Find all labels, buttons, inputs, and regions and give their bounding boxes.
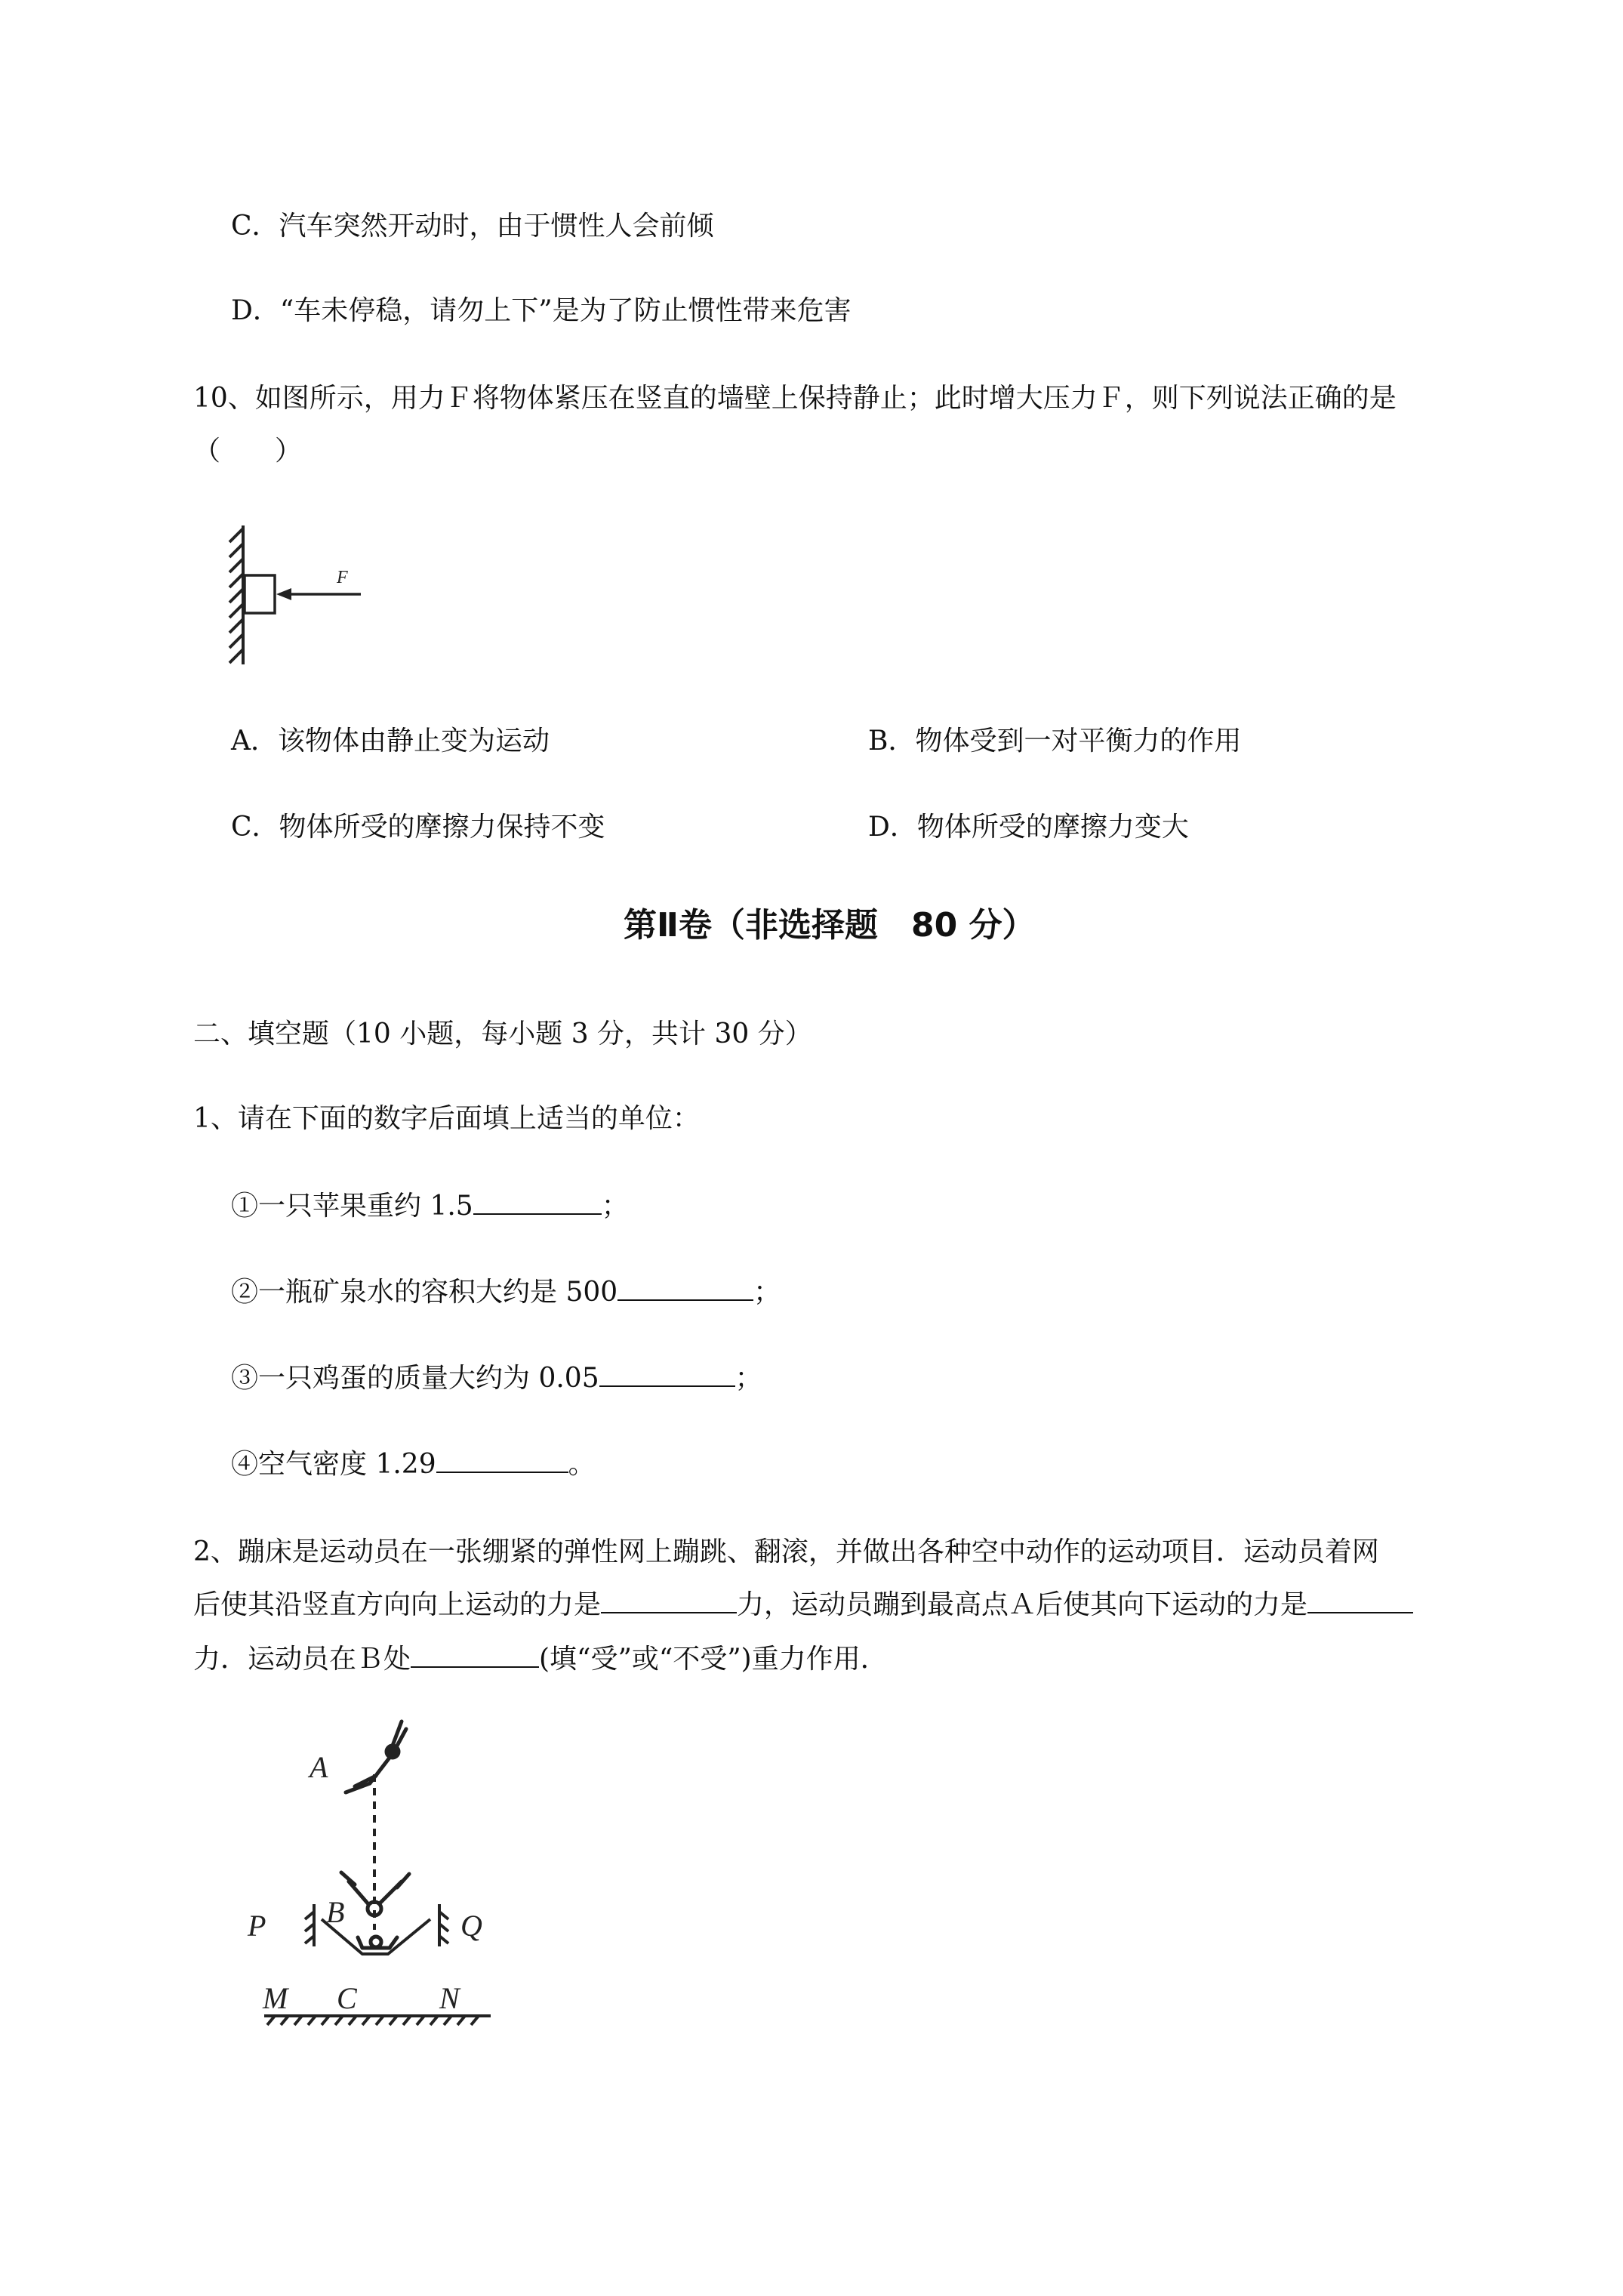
q10-option-d: D．物体所受的摩擦力变大: [868, 812, 1189, 843]
answer-blank[interactable]: [599, 1363, 735, 1387]
block: [245, 575, 275, 613]
q10-option-a: A．该物体由静止变为运动: [231, 726, 550, 757]
fq1-item-3: ③一只鸡蛋的质量大约为 0.05 ；: [231, 1363, 762, 1394]
fq1-item-4: ④空气密度 1.29 。: [231, 1449, 596, 1480]
answer-blank[interactable]: [1307, 1589, 1413, 1613]
label-p: P: [248, 1909, 266, 1943]
q10-stem: 10、如图所示，用力Ｆ将物体紧压在竖直的墙壁上保持静止；此时增大压力Ｆ，则下列说法正确的是: [193, 383, 1397, 414]
q9-option-d: D．“车未停稳，请勿上下”是为了防止惯性带来危害: [231, 295, 852, 326]
answer-blank[interactable]: [473, 1191, 602, 1215]
q10-option-b: B．物体受到一对平衡力的作用: [868, 726, 1242, 757]
fq2-line-3: 力．运动员在Ｂ处 (填“受”或“不受”)重力作用．: [193, 1644, 888, 1675]
answer-blank[interactable]: [411, 1644, 539, 1668]
label-b: B: [326, 1895, 345, 1929]
label-n: N: [439, 1981, 460, 2015]
athlete-at-c: [358, 1937, 397, 1948]
label-a: A: [310, 1750, 328, 1784]
q10-answer-paren: （ ）: [193, 436, 303, 467]
label-c: C: [337, 1981, 357, 2015]
section-heading: 二、填空题（10 小题，每小题 3 分，共计 30 分）: [193, 1019, 812, 1049]
q10-figure: [219, 521, 370, 672]
label-m: M: [263, 1981, 288, 2015]
fq2-line-2: 后使其沿竖直方向向上运动的力是 力，运动员蹦到最高点Ａ后使其向下运动的力是: [193, 1589, 1413, 1622]
answer-blank[interactable]: [436, 1449, 568, 1473]
fq2-line-1: 2、蹦床是运动员在一张绷紧的弹性网上蹦跳、翻滚，并做出各种空中动作的运动项目．运动员着网: [193, 1536, 1379, 1567]
answer-blank[interactable]: [601, 1589, 737, 1613]
q10-option-c: C．物体所受的摩擦力保持不变: [231, 812, 605, 843]
athlete-at-b: [341, 1872, 409, 1915]
label-q: Q: [460, 1909, 482, 1943]
q9-option-c: C．汽车突然开动时，由于惯性人会前倾: [231, 211, 714, 242]
trampoline-figure: [242, 1714, 528, 2046]
fq1-item-1: ①一只苹果重约 1.5 ；: [231, 1191, 629, 1222]
force-label: F: [337, 568, 348, 587]
fq1-stem: 1、请在下面的数字后面填上适当的单位：: [193, 1103, 700, 1134]
part2-title: 第Ⅱ卷（非选择题 80 分）: [624, 906, 1036, 945]
answer-blank[interactable]: [617, 1277, 753, 1301]
fq1-item-2: ②一瓶矿泉水的容积大约是 500 ；: [231, 1277, 781, 1308]
